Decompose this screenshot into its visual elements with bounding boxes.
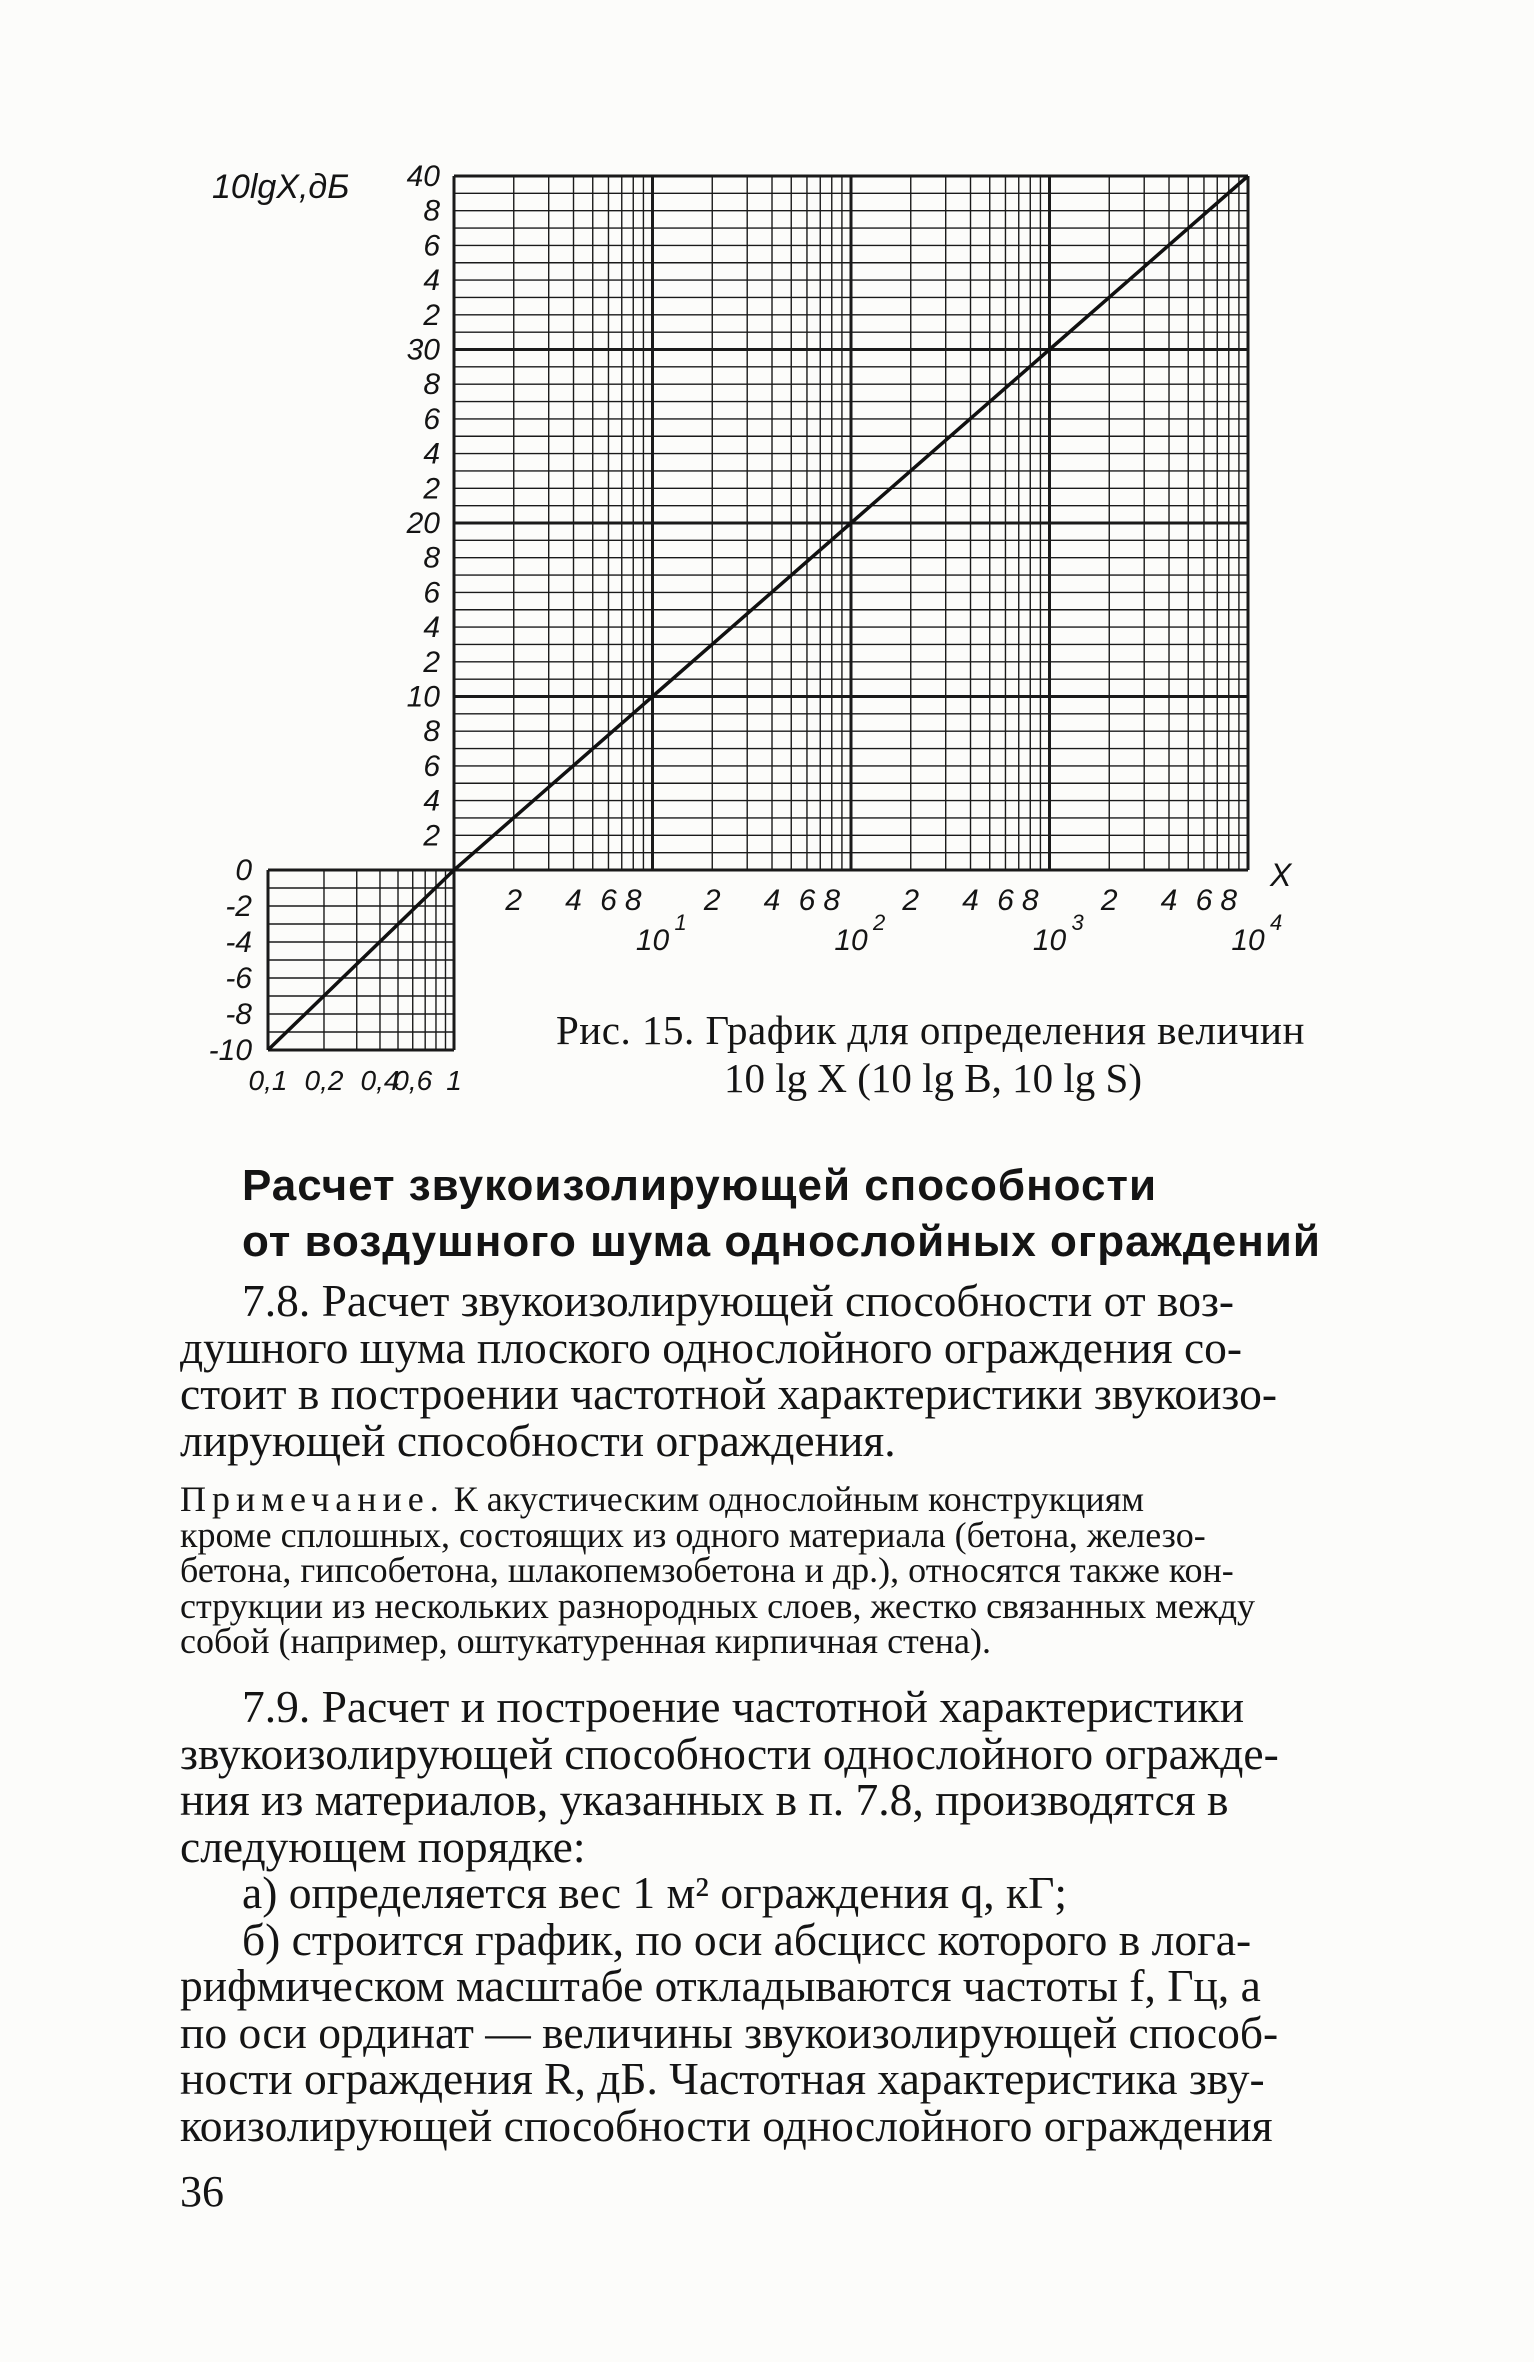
inset-y-tick-label: 0 <box>235 854 252 887</box>
y-tick-label: 8 <box>423 715 440 749</box>
y-tick-label: 6 <box>423 576 440 610</box>
x-tick-label: 6 <box>1195 884 1213 917</box>
y-tick-label: 4 <box>423 784 440 818</box>
item-b-line-3: по оси ординат — величины звукоизолирующей способ- <box>180 2006 1279 2058</box>
y-tick-label: 4 <box>423 611 440 645</box>
caption-line-2: 10 lg X (10 lg B, 10 lg S) <box>724 1055 1142 1101</box>
chart-series <box>268 176 1248 1050</box>
x-tick-label: 10 <box>1231 924 1265 957</box>
x-tick-label: 8 <box>1021 884 1039 917</box>
y-tick-label: 4 <box>423 437 440 471</box>
figure-caption <box>556 1006 1305 1102</box>
x-tick-label: 8 <box>624 884 642 917</box>
x-tick-label: 4 <box>1160 884 1178 917</box>
y-tick-label: 6 <box>423 749 440 783</box>
y-tick-label: 2 <box>423 819 440 853</box>
y-tick-label: 8 <box>423 541 440 575</box>
x-tick-label: 10 <box>834 924 868 957</box>
x-tick-label: 2 <box>703 884 721 917</box>
y-axis-title: 10lgX,дБ <box>212 168 350 206</box>
heading-line-2: от воздушного шума однослойных ограждений <box>242 1217 1321 1266</box>
heading-line-1: Расчет звукоизолирующей способности <box>242 1161 1158 1210</box>
chart-10lgx <box>0 0 1534 1130</box>
p79-line-4: следующем порядке: <box>180 1820 586 1872</box>
y-tick-label: 10 <box>406 680 440 714</box>
x-decade-exponent: 1 <box>674 910 687 935</box>
note-line-1 <box>180 1479 1340 1519</box>
p78-line-4: лирующей способности ограждения. <box>180 1414 896 1466</box>
p79-line-3: ния из материалов, указанных в п. 7.8, производятся в <box>180 1774 1229 1825</box>
x-tick-label: 6 <box>600 884 617 917</box>
paragraph-7-9 <box>180 1681 1340 2151</box>
y-tick-label: 8 <box>423 194 440 228</box>
x-tick-label: 4 <box>565 884 582 917</box>
item-b-line-2: рифмическом масштабе откладываются частоты f, Гц, а <box>180 1960 1261 2011</box>
x-decade-exponent: 4 <box>1270 910 1283 935</box>
x-decade-exponent: 2 <box>873 910 886 935</box>
paragraph-7-8 <box>180 1275 1340 1466</box>
y-tick-label: 2 <box>423 298 440 332</box>
y-tick-label: 30 <box>406 333 440 367</box>
y-tick-label: 40 <box>406 160 440 193</box>
y-tick-label: 2 <box>423 645 440 679</box>
inset-y-tick-label: -2 <box>225 890 252 923</box>
y-tick-label: 8 <box>423 368 440 402</box>
note-title: Примечание. <box>180 1479 445 1519</box>
y-tick-label: 6 <box>423 402 440 436</box>
page-number: 36 <box>180 2167 224 2216</box>
item-b-line-5: коизолирующей способности однослойного ограждения <box>180 2099 1273 2151</box>
note-line-2: кроме сплошных, состоящих из одного материала (бетона, железо- <box>180 1514 1206 1555</box>
inset-x-tick-label: 0,4 <box>360 1065 400 1096</box>
item-b-line-4: ности ограждения R, дБ. Частотная характеристика зву- <box>180 2053 1265 2104</box>
inset-y-tick-label: -8 <box>225 998 252 1031</box>
p79-line-2: звукоизолирующей способности однослойного огражде- <box>180 1727 1279 1779</box>
caption-line-1: Рис. 15. График для определения величин <box>556 1007 1305 1053</box>
note-block <box>180 1479 1340 1661</box>
x-tick-label: 10 <box>635 924 670 957</box>
note-line-3: бетона, гипсобетона, шлакопемзобетона и др.), относятся также кон- <box>180 1550 1234 1590</box>
note-line-4: струкции из нескольких разнородных слоев, жестко связанных между <box>180 1585 1256 1626</box>
x-tick-label: 6 <box>798 884 816 917</box>
y-tick-label: 6 <box>423 229 440 263</box>
note-line-5: собой (например, оштукатуренная кирпичная стена). <box>180 1621 992 1661</box>
inset-x-tick-label: 0,6 <box>393 1065 433 1096</box>
x-tick-label: 6 <box>997 884 1014 917</box>
inset-y-tick-label: -4 <box>225 926 252 959</box>
section-heading <box>242 1158 1342 1270</box>
inset-y-tick-label: -10 <box>208 1034 252 1067</box>
x-tick-label: 10 <box>1032 924 1067 957</box>
p78-line-1: 7.8. Расчет звукоизолирующей способности от воз- <box>242 1275 1235 1326</box>
y-tick-label: 4 <box>423 264 440 298</box>
x-tick-label: 4 <box>763 884 781 917</box>
x-tick-label: 2 <box>1100 884 1118 917</box>
note-line-1-text: К акустическим однослойным конструкциям <box>453 1479 1145 1519</box>
inset-x-tick-label: 0,1 <box>248 1065 288 1096</box>
tick-labels <box>209 160 1293 1096</box>
x-axis-label: X <box>1270 857 1292 893</box>
p78-line-3: стоит в построении частотной характеристики звукоизо- <box>180 1368 1278 1419</box>
x-tick-label: 2 <box>902 884 920 917</box>
x-tick-label: 2 <box>505 884 523 917</box>
series-line <box>268 176 1248 1050</box>
x-tick-label: 8 <box>1220 884 1238 917</box>
y-tick-label: 20 <box>406 507 440 540</box>
p79-line-1: 7.9. Расчет и построение частотной характеристики <box>242 1681 1245 1732</box>
item-a: а) определяется вес 1 м² ограждения q, кГ; <box>242 1867 1068 1918</box>
inset-x-tick-label: 1 <box>446 1065 462 1096</box>
inset-x-tick-label: 0,2 <box>304 1065 344 1096</box>
x-decade-exponent: 3 <box>1071 910 1084 935</box>
x-tick-label: 8 <box>823 884 841 917</box>
y-tick-label: 2 <box>423 472 440 506</box>
p78-line-2: душного шума плоского однослойного ограждения со- <box>180 1321 1243 1373</box>
item-b-line-1: б) строится график, по оси абсцисс которого в лога- <box>242 1913 1252 1965</box>
x-tick-label: 4 <box>962 884 979 917</box>
inset-y-tick-label: -6 <box>225 962 252 995</box>
